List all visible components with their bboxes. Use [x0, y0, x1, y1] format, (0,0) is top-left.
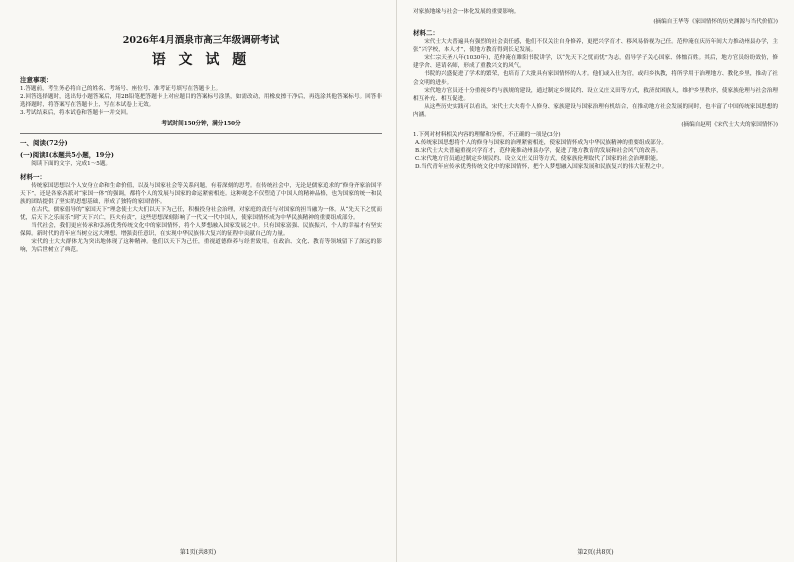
- section-heading: 一、阅读(72分): [20, 139, 68, 148]
- passage-paragraph: 书院的兴盛促进了学术的繁荣，也培育了大批具有家国情怀的人才。他们或入仕为官，或归乡执教，将所学用于治理地方、教化乡里，推动了社会文明的进步。: [413, 71, 778, 86]
- page-footer: 第1页(共8页): [179, 549, 217, 556]
- material-label: 材料一：: [20, 172, 46, 181]
- passage-paragraph: 宋代的士大夫群体尤为突出地体现了这种精神。他们以天下为己任，重视道德修养与经世致用，在政治、文化、教育等领域留下了深远的影响，为后世树立了典范。: [20, 239, 382, 254]
- notice-item: 2.回答选择题时，选出每小题答案后，用2B铅笔把答题卡上对应题目的答案标号涂黑，如需改动，用橡皮擦干净后，再选涂其他答案标号。回答非选择题时，将答案写在答题卡上，写在本试卷上无效。: [20, 94, 382, 109]
- notice-label: 注意事项：: [20, 76, 53, 84]
- question-stem: 1.下列对材料相关内容的理解和分析，不正确的一项是(3分): [413, 132, 561, 139]
- passage-paragraph: 宋代地方官员还十分重视乡约与族规的建设，通过制定乡规民约、设立义庄义田等方式，救济贫困族人，维护乡里秩序，使家族伦理与社会治理相互补充、相互促进。: [413, 87, 778, 102]
- passage-paragraph: 在古代，儒家倡导的“家国天下”理念使士大夫们以天下为己任，积极投身社会治理，对家庭的责任与对国家的担当融为一体。从“先天下之忧而忧，后天下之乐而乐”到“天下兴亡，匹夫有责”，这些思想深刻影响了一代又一代中国人，使家国情怀成为中华民族精神的重要组成部分。: [20, 206, 382, 221]
- answer-option: A.传统家国思想将个人的修身与国家的治理紧密相连，使家国情怀成为中华民族精神的重要组成部分。: [415, 140, 667, 147]
- answer-option: D.当代青年应传承优秀传统文化中的家国情怀，把个人梦想融入国家发展和民族复兴的伟大征程之中。: [415, 164, 668, 171]
- passage-continuation: 对家族地缘与社会一体化发展的重要影响。: [413, 9, 520, 15]
- page-footer: 第2页(共8页): [577, 549, 614, 556]
- passage-paragraph: 传统家国思想以个人安身立命和生命价值，以及与国家社会等关系问题，有着深刻的思考。在传统社会中，无论是儒家追求的“修身齐家治国平天下”，还是各家各派对“家国一体”的强调，都将个人的发展与国家的命运紧密相连。这种观念不仅塑造了中国人的精神品格，也为国家的统一和民族的团结提供了坚实的思想基础，形成了独特的家国情怀。: [20, 182, 382, 205]
- source-citation: (摘编自王华等《家国情怀的历史渊源与当代价值》): [653, 19, 778, 26]
- divider: [20, 133, 382, 134]
- instruction-text: 阅读下面的文字，完成1～5题。: [31, 161, 112, 168]
- source-citation: (摘编自赵明《宋代士大夫的家国情怀》): [681, 122, 778, 129]
- passage-paragraph: 从这些历史实践可以看出，宋代士大夫将个人修身、家族建设与国家治理有机结合，在推动地方社会发展的同时，也丰富了中国传统家国思想的内涵。: [413, 103, 778, 118]
- exam-subject-title: 语 文 试 题: [151, 52, 251, 68]
- material-label: 材料二：: [413, 29, 439, 38]
- answer-option: B.宋代士大夫普遍重视兴学育才，范仲淹推动州县办学，促进了地方教育的发展和社会风气的改善。: [415, 148, 662, 155]
- passage-paragraph: 宋代士大夫普遍具有强烈的社会责任感，他们不仅关注自身修养，更把兴学育才、移风易俗视为己任。范仲淹在庆历年间大力推动州县办学，主张“兴学校，本人才”，使地方教育得到长足发展。: [413, 39, 778, 54]
- passage-paragraph: 当代社会，我们更应传承和弘扬优秀传统文化中的家国情怀，将个人梦想融入国家发展之中。只有国家富强、民族振兴，个人的幸福才有坚实保障。新时代的青年应当树立远大理想，增强责任意识，在实现中华民族伟大复兴的征程中贡献自己的力量。: [20, 223, 382, 238]
- exam-time-line: 考试时间150分钟，满分150分: [161, 121, 241, 128]
- exam-title-line: 2026年4月酒泉市高三年级调研考试: [122, 35, 280, 46]
- passage-paragraph: 宋仁宗天圣八年(1030年)，范仲淹在睢阳书院讲学，以“先天下之忧而忧”为志，倡导学子关心国家、体恤百姓。其后，地方官员纷纷效仿，修建学舍、延请名师，形成了重教兴文的风气。: [413, 55, 778, 70]
- subsection-heading: (一)阅读Ⅰ(本题共5小题，19分): [20, 151, 114, 160]
- right-page: [397, 0, 794, 562]
- notice-item: 1.答题前，考生务必将自己的姓名、考场号、座位号、准考证号填写在答题卡上。: [20, 86, 222, 92]
- answer-option: C.宋代地方官员通过制定乡规民约、设立义庄义田等方式，使家族伦理取代了国家的社会治理职能。: [415, 156, 662, 163]
- notice-item: 3.考试结束后，将本试卷和答题卡一并交回。: [20, 110, 132, 117]
